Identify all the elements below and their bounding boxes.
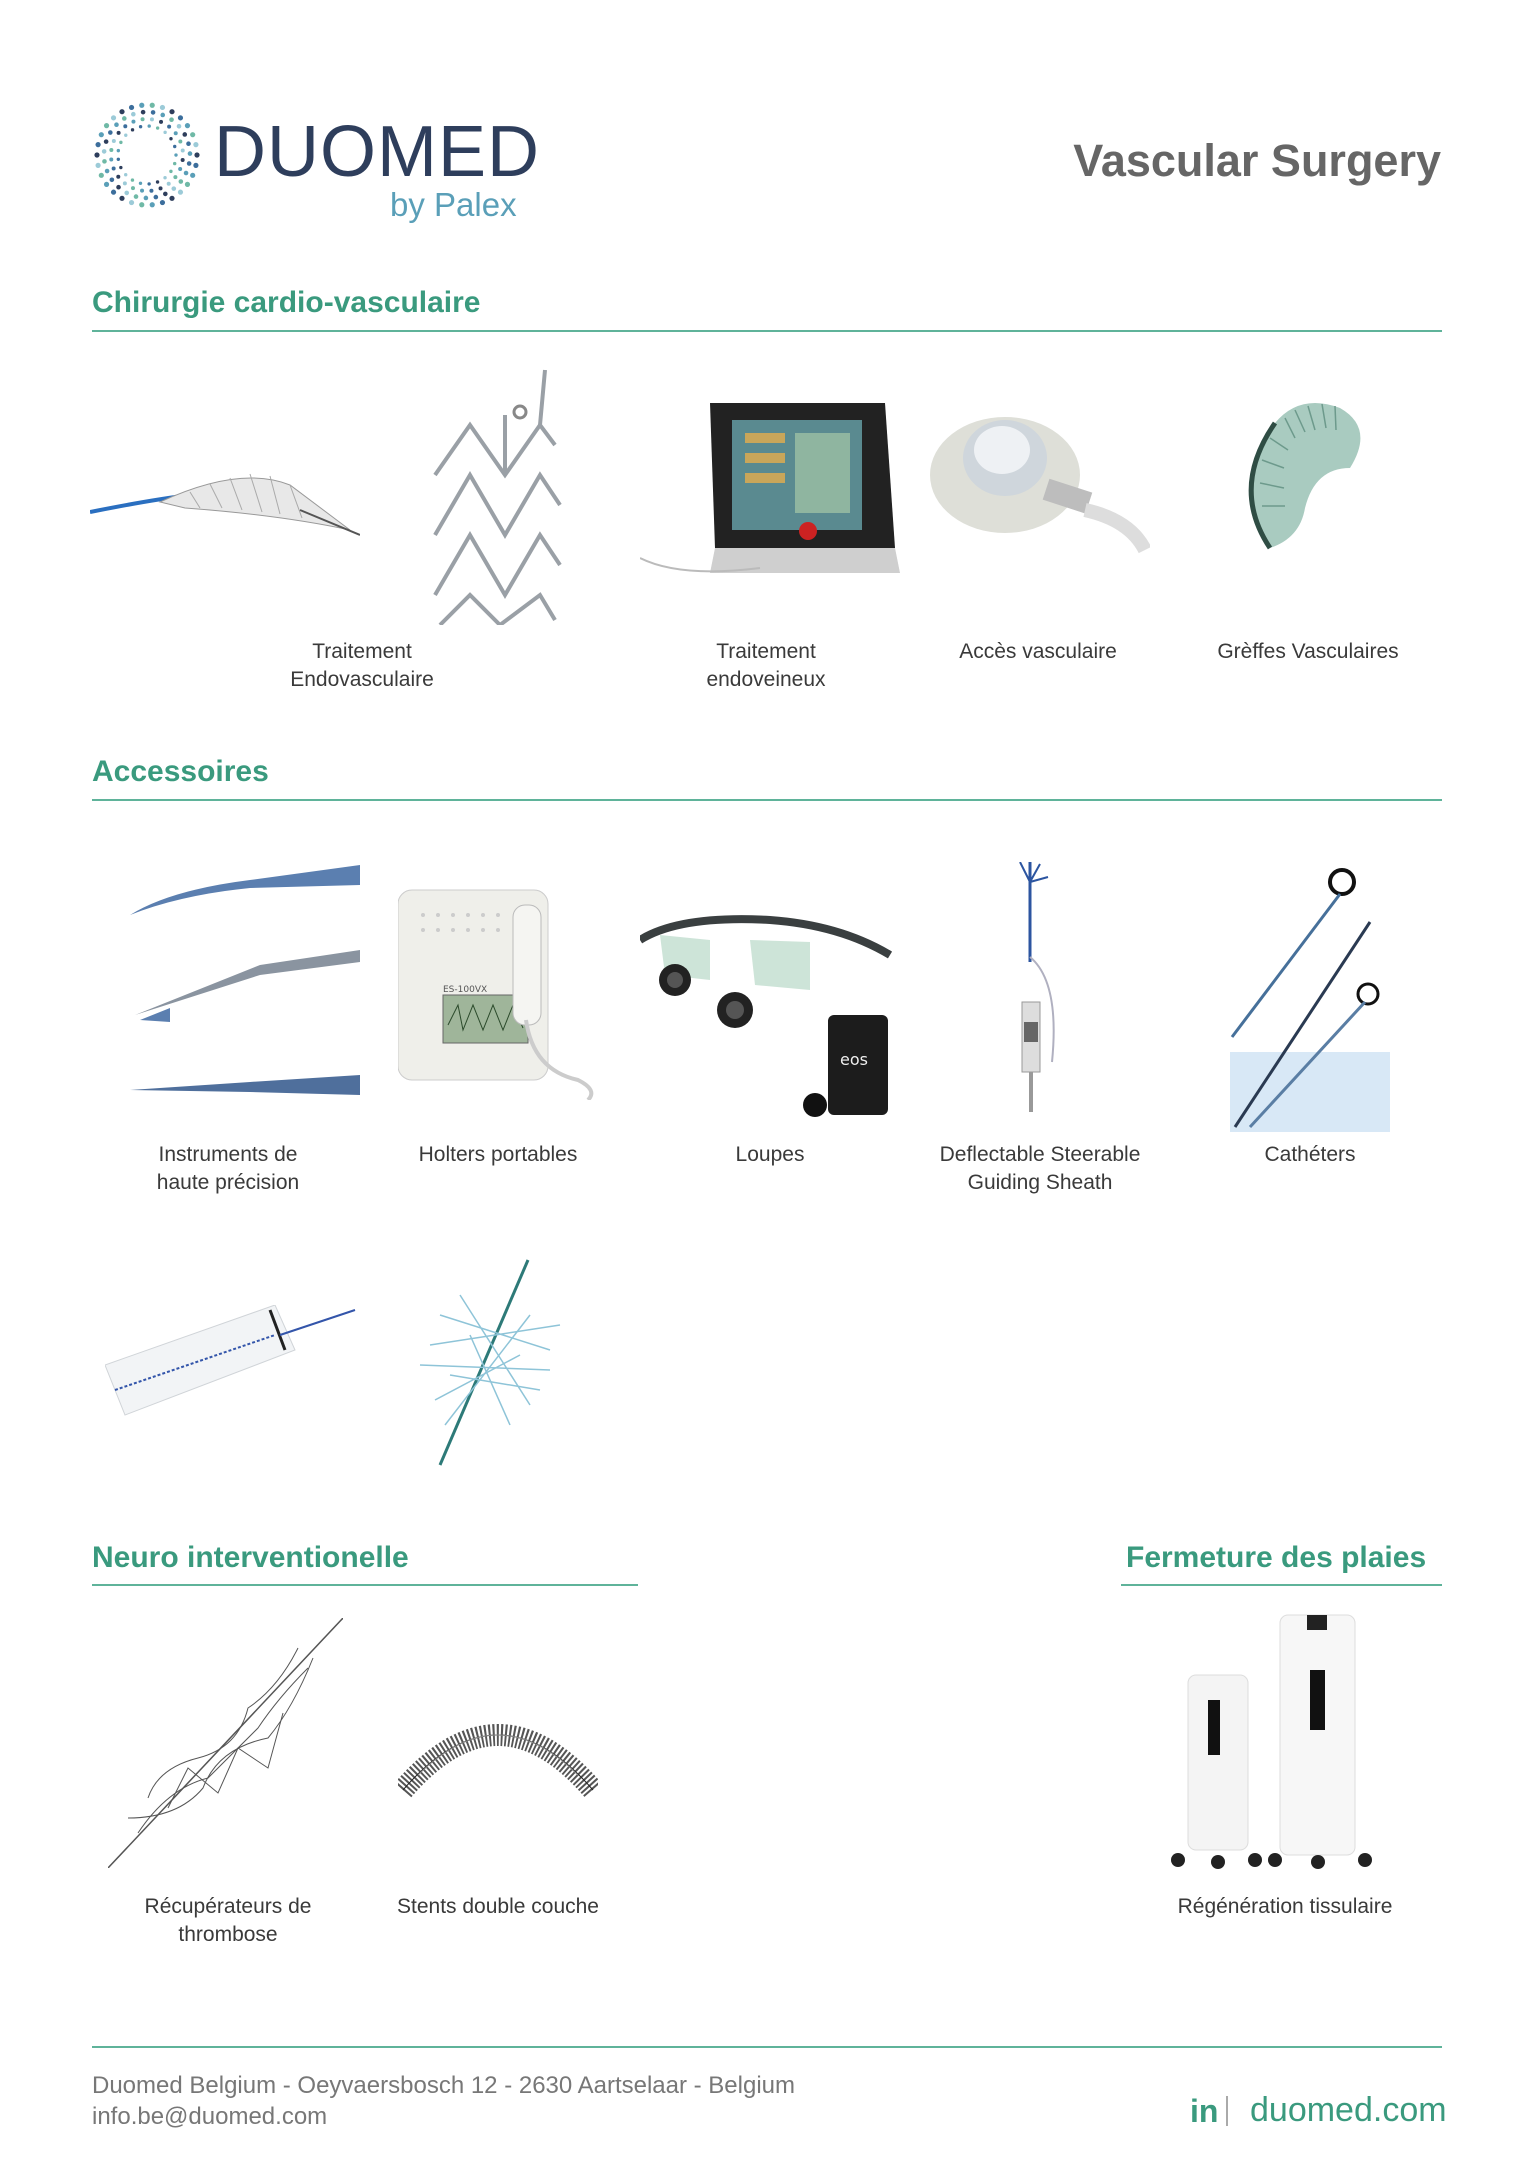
caption-loupes: Loupes <box>735 1143 805 1166</box>
endovascular-stent-graft-image <box>90 460 360 550</box>
section-title-cardio: Chirurgie cardio-vasculaire <box>92 286 481 319</box>
gauze-with-wire-image <box>105 1305 360 1425</box>
tissue-regeneration-devices-image <box>1160 1610 1380 1875</box>
caption-traitement-endoveineux: Traitement endoveineux <box>706 640 826 691</box>
section-title-accessoires: Accessoires <box>92 755 269 788</box>
caption-regeneration-tissulaire: Régénération tissulaire <box>1177 1895 1393 1918</box>
caption-instruments-haute-precision: Instruments de haute précision <box>156 1143 300 1194</box>
section-divider <box>1121 1584 1442 1586</box>
section-title-fermeture: Fermeture des plaies <box>1126 1541 1427 1574</box>
embolization-coil-image <box>400 1255 590 1470</box>
caption-traitement-endovasculaire: Traitement Endovasculaire <box>290 640 434 691</box>
brand-subtitle: by Palex <box>390 186 517 223</box>
surgical-instruments-image <box>130 850 360 1100</box>
caption-stents-double-couche: Stents double couche <box>397 1895 599 1918</box>
section-title-neuro: Neuro interventionelle <box>92 1541 409 1574</box>
footer-divider <box>92 2046 1442 2048</box>
brand-name: DUOMED <box>214 112 540 192</box>
portable-doppler-image <box>398 880 608 1100</box>
double-layer-stent-image <box>398 1705 598 1805</box>
loupe-case-label: eos <box>840 1050 868 1069</box>
caption-catheters: Cathéters <box>1264 1143 1356 1166</box>
caption-holters-portables: Holters portables <box>418 1143 578 1166</box>
section-divider <box>92 1584 638 1586</box>
website-link[interactable]: duomed.com <box>1250 2091 1447 2129</box>
vascular-graft-image <box>1240 398 1370 568</box>
laser-console-image <box>640 398 900 588</box>
footer-address: Duomed Belgium - Oeyvaersbosch 12 - 2630 Aartselaar - Belgium info.be@duomed.com <box>92 2072 796 2130</box>
linkedin-icon[interactable]: in <box>1190 2093 1219 2129</box>
caption-recuperateurs-thrombose: Récupérateurs de thrombose <box>144 1895 312 1946</box>
caption-deflectable-steerable-sheath: Deflectable Steerable Guiding Sheath <box>939 1143 1141 1194</box>
thrombus-retriever-image <box>108 1618 343 1868</box>
section-divider <box>92 799 1442 801</box>
duomed-logo-icon <box>90 98 204 212</box>
surgical-loupes-image <box>640 900 900 1130</box>
vascular-access-port-image <box>930 400 1150 560</box>
page-title: Vascular Surgery <box>1073 135 1441 186</box>
guiding-sheath-image <box>990 862 1090 1122</box>
caption-acces-vasculaire: Accès vasculaire <box>959 640 1117 663</box>
section-divider <box>92 330 1442 332</box>
doppler-screen-label: ES-100VX <box>443 985 488 995</box>
caption-greffes-vasculaires: Grèffes Vasculaires <box>1217 640 1399 663</box>
catheters-image <box>1230 862 1400 1132</box>
footer-separator <box>1226 2096 1228 2126</box>
venous-stent-image <box>430 365 565 625</box>
